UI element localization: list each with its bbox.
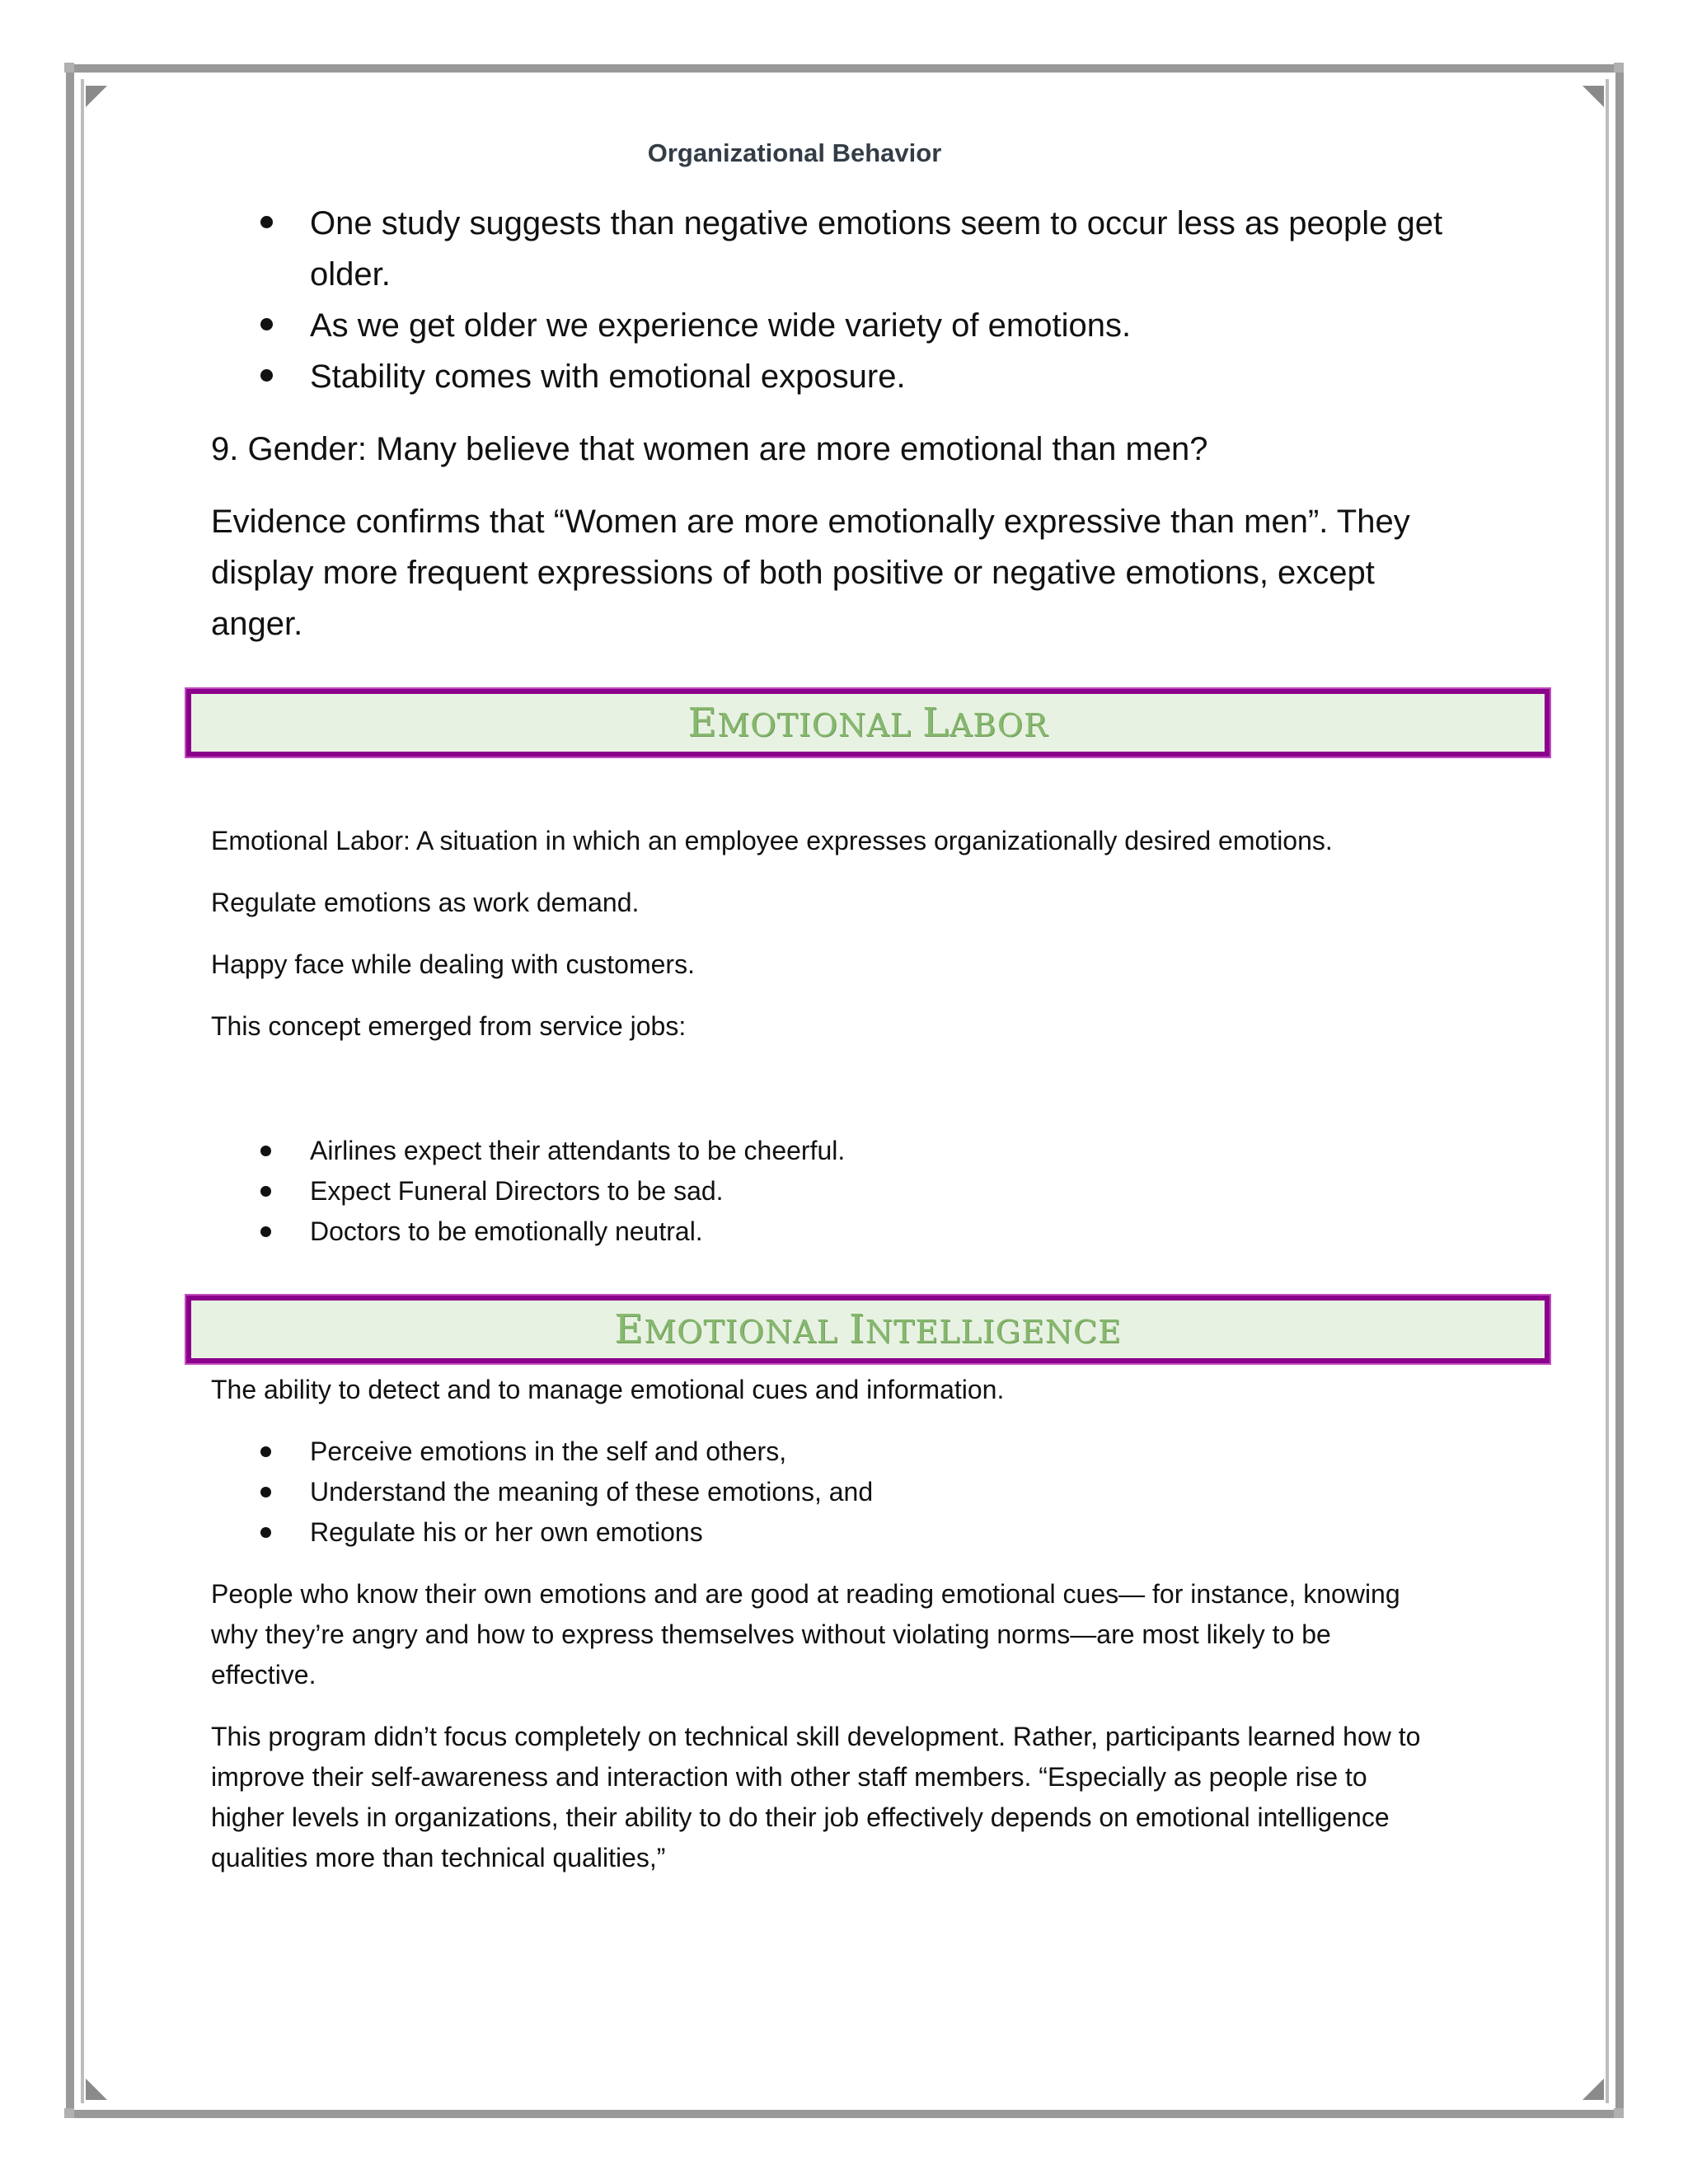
corner-triangle-tr bbox=[1582, 86, 1604, 107]
page-border-left bbox=[66, 64, 74, 2118]
ei-abilities-list bbox=[211, 1432, 1530, 1553]
paragraph-line: This program didn’t focus completely on technical skill development. Rather, participants learned how to bbox=[211, 1722, 1421, 1751]
list-item: Airlines expect their attendants to be cheerful. bbox=[211, 1131, 1530, 1171]
paragraph-line: effective. bbox=[211, 1660, 316, 1690]
evidence-line: anger. bbox=[211, 606, 303, 642]
gender-heading: 9. Gender: Many believe that women are more emotional than men? bbox=[211, 431, 1208, 467]
emotional-intelligence-body bbox=[211, 1370, 1530, 1878]
evidence-line: display more frequent expressions of both positive or negative emotions, except bbox=[211, 555, 1375, 591]
corner-triangle-bl bbox=[86, 2079, 107, 2100]
body-text: Happy face while dealing with customers. bbox=[211, 949, 695, 979]
corner-triangle-tl bbox=[86, 86, 107, 107]
list-item-text-cont: older. bbox=[310, 256, 391, 293]
body-text: This concept emerged from service jobs: bbox=[211, 1011, 687, 1041]
emotional-labor-body bbox=[211, 821, 1530, 1252]
section-heading-emotional-intelligence bbox=[186, 1296, 1550, 1363]
list-item: Doctors to be emotionally neutral. bbox=[211, 1212, 1530, 1252]
list-item: Understand the meaning of these emotions, and bbox=[211, 1472, 1530, 1512]
heading-letter: E bbox=[614, 1306, 645, 1352]
ei-paragraph-1 bbox=[211, 1574, 1530, 1695]
corner-ornament-br bbox=[1614, 2108, 1624, 2118]
gender-evidence bbox=[211, 496, 1530, 649]
list-item: Stability comes with emotional exposure. bbox=[211, 351, 1530, 402]
emotional-intelligence-definition: The ability to detect and to manage emotional cues and information. bbox=[211, 1375, 1005, 1404]
age-bullet-list bbox=[211, 198, 1530, 402]
body-text: Regulate emotions as work demand. bbox=[211, 888, 640, 917]
heading-text: MOTIONAL bbox=[644, 1314, 849, 1350]
page-border-inner-left bbox=[81, 79, 84, 2103]
page-header-title: Organizational Behavior bbox=[647, 138, 942, 167]
page-border-bottom bbox=[66, 2110, 1624, 2118]
heading-letter: L bbox=[921, 700, 950, 746]
list-item-text: One study suggests than negative emotions seem to occur less as people get bbox=[310, 205, 1443, 241]
corner-triangle-br bbox=[1582, 2079, 1604, 2100]
ei-paragraph-2 bbox=[211, 1717, 1530, 1878]
corner-ornament-tl bbox=[64, 63, 74, 73]
evidence-line: Evidence confirms that “Women are more emotionally expressive than men”. They bbox=[211, 504, 1410, 540]
list-item: Regulate his or her own emotions bbox=[211, 1512, 1530, 1553]
top-content bbox=[211, 198, 1530, 649]
paragraph-line: qualities more than technical qualities,” bbox=[211, 1843, 666, 1872]
heading-text: ABOR bbox=[949, 707, 1048, 743]
page-border-top bbox=[66, 64, 1624, 73]
list-item bbox=[211, 198, 1530, 300]
page-border-right bbox=[1615, 64, 1624, 2118]
section-heading-emotional-labor bbox=[186, 689, 1550, 757]
paragraph-line: improve their self-awareness and interaction with other staff members. “Especially as people rise to bbox=[211, 1762, 1367, 1792]
page-border-inner-right bbox=[1606, 79, 1609, 2103]
list-item: Expect Funeral Directors to be sad. bbox=[211, 1171, 1530, 1212]
heading-letter: I bbox=[848, 1306, 865, 1352]
paragraph-line: higher levels in organizations, their ability to do their job effectively depends on emotional intelligence bbox=[211, 1802, 1390, 1832]
corner-ornament-bl bbox=[64, 2108, 74, 2118]
emotional-labor-definition: Emotional Labor: A situation in which an employee expresses organizationally desired emotions. bbox=[211, 826, 1333, 855]
service-jobs-list bbox=[211, 1131, 1530, 1252]
heading-text: NTELLIGENCE bbox=[865, 1314, 1122, 1350]
heading-text: MOTIONAL bbox=[717, 707, 922, 743]
paragraph-line: why they’re angry and how to express themselves without violating norms—are most likely to be bbox=[211, 1619, 1331, 1649]
corner-ornament-tr bbox=[1614, 63, 1624, 73]
list-item: As we get older we experience wide variety of emotions. bbox=[211, 300, 1530, 351]
paragraph-line: People who know their own emotions and are good at reading emotional cues— for instance, knowing bbox=[211, 1579, 1400, 1609]
list-item: Perceive emotions in the self and others, bbox=[211, 1432, 1530, 1472]
heading-letter: E bbox=[687, 700, 718, 746]
